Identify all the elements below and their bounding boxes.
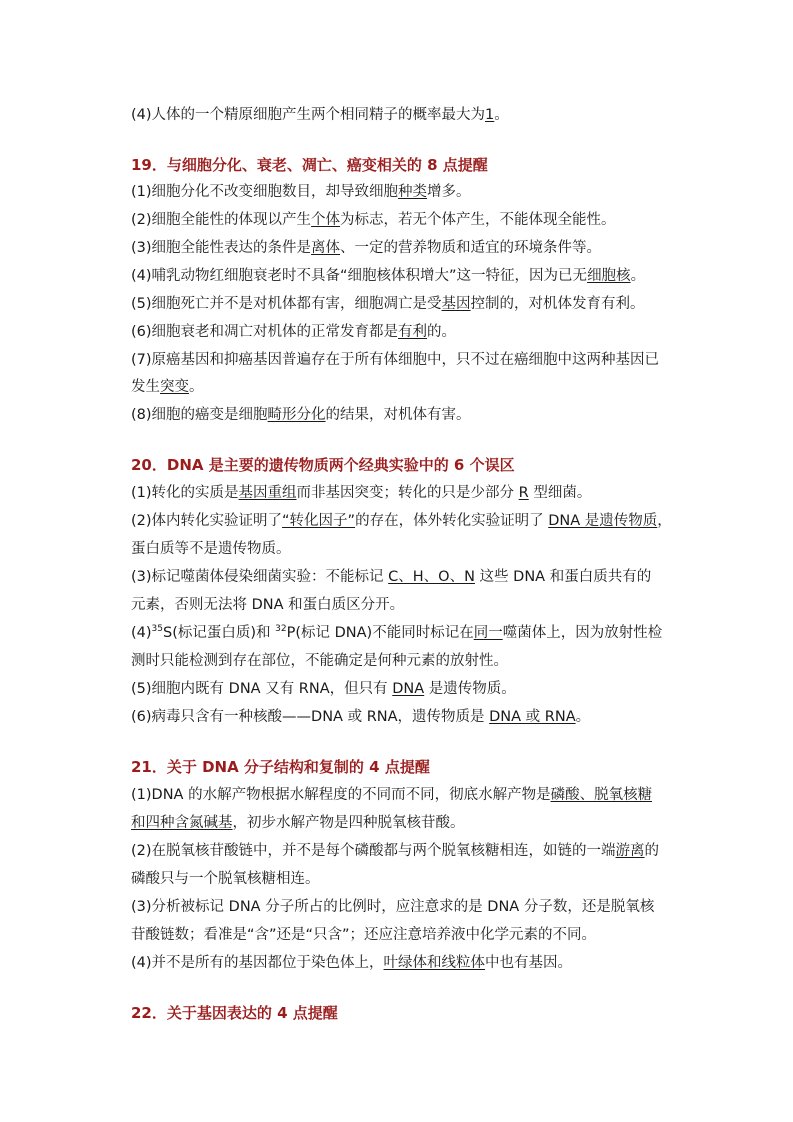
s19-item-2 xyxy=(131,210,671,230)
s19-item-7-line1: (7)原癌基因和抑癌基因普遍存在于所有体细胞中，只不过在癌细胞中这两种基因已 xyxy=(131,352,660,368)
s19-item-3 xyxy=(131,238,671,258)
s19-item-6 xyxy=(131,322,671,342)
section-22-heading: 22．关于基因表达的 4 点提醒 xyxy=(131,1004,338,1022)
answer: 磷酸、脱氧核糖 xyxy=(550,787,653,803)
text: (2)在脱氧核苷酸链中，并不是每个磷酸都与两个脱氧核糖相连，如链的一端 xyxy=(131,843,616,859)
text: (5)细胞死亡并不是对机体都有害，细胞凋亡是受 xyxy=(131,296,442,312)
text: (6)病毒只含有一种核酸——DNA 或 RNA，遗传物质是 xyxy=(131,709,490,725)
text: 的结果，对机体有害。 xyxy=(325,407,471,423)
answer: 有利 xyxy=(398,324,428,340)
text: (4)并不是所有的基因都位于染色体上， xyxy=(131,955,384,971)
s19-item-4 xyxy=(131,266,671,286)
s19-item-5 xyxy=(131,294,671,314)
s20-item-3-line1 xyxy=(131,567,671,587)
text: 为标志，若无个体产生，不能体现全能性。 xyxy=(340,212,616,228)
text: (1)细胞分化不改变细胞数目，却导致细胞 xyxy=(131,184,399,200)
s21-item-1-line2 xyxy=(131,813,671,833)
answer: 和四种含氮碱基 xyxy=(131,815,233,831)
s20-item-3-line2: 元素，否则无法将 DNA 和蛋白质区分开。 xyxy=(131,597,405,613)
text: ， xyxy=(657,513,672,529)
text: 的。 xyxy=(427,324,457,340)
s21-item-3-line1: (3)分析被标记 DNA 分子所占的比例时，应注意求的是 DNA 分子数，还是脱氧核 xyxy=(131,899,655,915)
answer: 离体 xyxy=(311,240,341,256)
text: (4) xyxy=(131,625,152,641)
text: (8)细胞的癌变是细胞 xyxy=(131,407,268,423)
text: ，初步水解产物是四种脱氧核苷酸。 xyxy=(232,815,465,831)
s20-item-2-line2: 蛋白质等不是遗传物质。 xyxy=(131,541,291,557)
text: S(标记蛋白质)和 xyxy=(163,625,276,641)
answer: “转化因子” xyxy=(282,513,356,529)
s20-item-6 xyxy=(131,707,671,727)
text: (3)标记噬菌体侵染细菌实验：不能标记 xyxy=(131,569,389,585)
text: 中也有基因。 xyxy=(485,955,573,971)
text: 而非基因突变；转化的只是少部分 xyxy=(296,485,519,501)
text: 。 xyxy=(575,709,591,725)
text: 这些 DNA 和蛋白质共有的 xyxy=(474,569,652,585)
text: 发生 xyxy=(131,379,160,395)
answer: DNA 是遗传物质 xyxy=(548,513,658,529)
s19-item-8 xyxy=(131,405,671,425)
section-19-heading: 19．与细胞分化、衰老、凋亡、癌变相关的 8 点提醒 xyxy=(131,156,488,174)
superscript: 35 xyxy=(151,624,163,635)
text: (4)哺乳动物红细胞衰老时不具备“细胞核体积增大”这一特征，因为已无 xyxy=(131,268,588,284)
section-21-heading: 21．关于 DNA 分子结构和复制的 4 点提醒 xyxy=(131,758,430,776)
text: 的 xyxy=(644,843,660,859)
s21-item-2-line1 xyxy=(131,841,671,861)
s20-item-4-line1 xyxy=(131,623,671,643)
answer: 畸形分化 xyxy=(267,407,326,423)
text: 。 xyxy=(494,107,509,123)
answer: DNA 或 RNA xyxy=(489,709,576,725)
answer: 基因重组 xyxy=(238,485,297,501)
answer: 基因 xyxy=(441,296,471,312)
answer: R xyxy=(518,485,529,501)
s20-item-4-line2: 测时只能检测到存在部位，不能确定是何种元素的放射性。 xyxy=(131,653,508,669)
answer: 突变 xyxy=(160,379,189,395)
text: (5)细胞内既有 DNA 又有 RNA，但只有 xyxy=(131,681,393,697)
answer: 个体 xyxy=(311,212,341,228)
s21-item-2-line2: 磷酸只与一个脱氧核糖相连。 xyxy=(131,871,320,887)
answer: 种类 xyxy=(398,184,428,200)
s20-item-1 xyxy=(131,483,671,503)
text: 型细菌。 xyxy=(528,485,592,501)
text: (1)转化的实质是 xyxy=(131,485,239,501)
s20-item-5 xyxy=(131,679,671,699)
text: (2)细胞全能性的体现以产生 xyxy=(131,212,312,228)
text: 增多。 xyxy=(427,184,471,200)
text: 、一定的营养物质和适宜的环境条件等。 xyxy=(340,240,602,256)
text: (4)人体的一个精原细胞产生两个相同精子的概率最大为 xyxy=(131,107,486,123)
text: (6)细胞衰老和凋亡对机体的正常发育都是 xyxy=(131,324,399,340)
text: 控制的，对机体发育有利。 xyxy=(470,296,645,312)
text: 噬菌体上，因为放射性检 xyxy=(502,625,663,641)
s19-item-7-line2 xyxy=(131,377,671,397)
answer: 同一 xyxy=(473,625,503,641)
answer: 1 xyxy=(485,107,495,123)
text: 是遗传物质。 xyxy=(424,681,516,697)
s21-item-4 xyxy=(131,953,671,973)
s21-item-1-line1 xyxy=(131,785,671,805)
s21-item-3-line2: 苷酸链数；看准是“含”还是“只含”；还应注意培养液中化学元素的不同。 xyxy=(131,927,597,943)
superscript: 32 xyxy=(275,624,287,635)
text: (3)细胞全能性表达的条件是 xyxy=(131,240,312,256)
text: 的存在，体外转化实验证明了 xyxy=(355,513,549,529)
answer: 细胞核 xyxy=(587,268,631,284)
answer: C、H、O、N xyxy=(388,569,475,585)
text: (2)体内转化实验证明了 xyxy=(131,513,283,529)
s19-item-1 xyxy=(131,182,671,202)
answer: 叶绿体和线粒体 xyxy=(383,955,486,971)
answer: DNA xyxy=(392,681,425,697)
text: 。 xyxy=(189,379,204,395)
answer: 游离 xyxy=(615,843,645,859)
s18-item-4 xyxy=(131,105,671,125)
section-20-heading: 20．DNA 是主要的遗传物质两个经典实验中的 6 个误区 xyxy=(131,456,515,474)
text: (1)DNA 的水解产物根据水解程度的不同而不同，彻底水解产物是 xyxy=(131,787,551,803)
text: P(标记 DNA)不能同时标记在 xyxy=(286,625,474,641)
text: 。 xyxy=(630,268,646,284)
s20-item-2-line1 xyxy=(131,511,671,531)
